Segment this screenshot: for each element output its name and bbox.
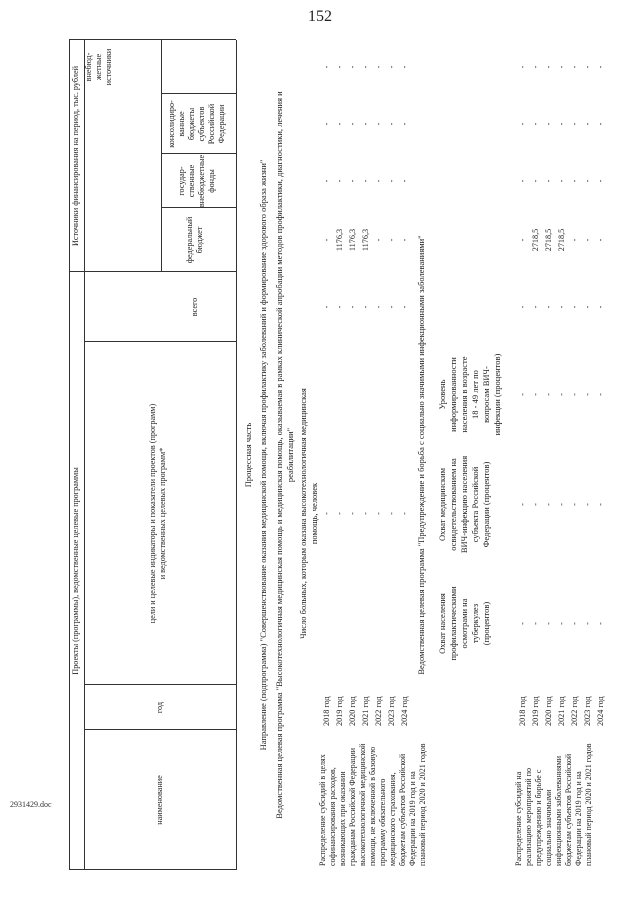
- consolidated-value: -: [387, 122, 396, 126]
- footer-doc-name: 2931429.doc: [10, 800, 52, 809]
- year-cell: 2021 год: [361, 696, 370, 726]
- consolidated-value: -: [531, 122, 540, 126]
- hiv-awareness-value: -: [596, 393, 605, 396]
- hiv-coverage-value: -: [531, 503, 540, 506]
- state-funds-value: -: [544, 179, 553, 183]
- extrabudget-value: -: [570, 65, 579, 69]
- tb-coverage-value: -: [544, 622, 553, 625]
- tb-coverage-value: -: [583, 622, 592, 625]
- state-funds-value: -: [348, 179, 357, 183]
- table-row: [346, 40, 359, 870]
- indicator-value: -: [387, 512, 396, 515]
- table-row: [542, 40, 555, 870]
- table-row: [516, 40, 529, 870]
- hiv-awareness-value: -: [583, 393, 592, 396]
- year-cell: 2019 год: [531, 696, 540, 726]
- hiv-coverage-value: -: [518, 503, 527, 506]
- extrabudget-value: -: [400, 65, 409, 69]
- federal-value: -: [518, 238, 527, 242]
- year-cell: 2019 год: [335, 696, 344, 726]
- total-value: -: [518, 305, 527, 309]
- header-extrabudget: внебюд- жетные источники: [84, 48, 113, 86]
- federal-value: -: [583, 238, 592, 242]
- year-cell: 2021 год: [557, 696, 566, 726]
- state-funds-value: -: [583, 179, 592, 183]
- header-year: год: [155, 701, 164, 714]
- state-funds-value: -: [518, 179, 527, 183]
- table-row: [333, 40, 346, 870]
- year-cell: 2020 год: [348, 696, 357, 726]
- table-row: [529, 40, 542, 870]
- year-cell: 2024 год: [400, 696, 409, 726]
- state-funds-value: -: [361, 179, 370, 183]
- table-row: [320, 40, 333, 870]
- indicator-value: -: [322, 512, 331, 515]
- tb-coverage-value: -: [531, 622, 540, 625]
- group-divider: [69, 271, 236, 272]
- federal-value: 2718,5: [544, 228, 553, 252]
- consolidated-value: -: [570, 122, 579, 126]
- total-value: -: [570, 305, 579, 309]
- state-funds-value: -: [335, 179, 344, 183]
- consolidated-value: -: [583, 122, 592, 126]
- hiv-awareness-value: -: [531, 393, 540, 396]
- consolidated-value: -: [544, 122, 553, 126]
- block2-indicator-hiv: Охват медицинским освидетельствованием на ВИЧ-инфекцию населения субъекта Российской Федерации (процентов): [437, 455, 491, 554]
- tb-coverage-value: -: [570, 622, 579, 625]
- header-federal: федеральный бюджет: [185, 216, 204, 264]
- hiv-coverage-value: -: [570, 503, 579, 506]
- extrabudget-value: -: [596, 65, 605, 69]
- total-value: -: [387, 305, 396, 309]
- state-funds-value: -: [596, 179, 605, 183]
- header-state-funds: государ- ственные внебюджетные фонды: [177, 154, 216, 208]
- extrabudget-value: -: [348, 65, 357, 69]
- header-group-funding: Источники финансирования на период, тыс. рублей: [71, 66, 80, 246]
- consolidated-value: -: [374, 122, 383, 126]
- table-left-border: [69, 869, 236, 870]
- year-cell: 2023 год: [387, 696, 396, 726]
- block2-indicator-awareness: Уровень информированности населения в возрасте 18 - 49 лет по вопросам ВИЧ- инфекции (процентов): [437, 353, 502, 436]
- header-sub-line: [161, 40, 162, 272]
- block1-indicator: Число больных, которым оказана высокотехнологичная медицинская помощь, человек: [298, 388, 319, 639]
- state-funds-value: -: [387, 179, 396, 183]
- state-funds-value: -: [570, 179, 579, 183]
- page-number: 152: [308, 8, 332, 25]
- table-row: [594, 40, 607, 870]
- hiv-coverage-value: -: [544, 503, 553, 506]
- indicator-value: -: [348, 512, 357, 515]
- table-row: [359, 40, 372, 870]
- total-value: -: [544, 305, 553, 309]
- extrabudget-value: -: [518, 65, 527, 69]
- total-value: -: [557, 305, 566, 309]
- state-funds-value: -: [531, 179, 540, 183]
- section-title: Процессная часть: [243, 422, 253, 488]
- indicator-value: -: [361, 512, 370, 515]
- header-total: всего: [190, 297, 199, 317]
- hiv-awareness-value: -: [544, 393, 553, 396]
- tb-coverage-value: -: [557, 622, 566, 625]
- consolidated-value: -: [322, 122, 331, 126]
- consolidated-value: -: [361, 122, 370, 126]
- extrabudget-value: -: [531, 65, 540, 69]
- federal-value: -: [570, 238, 579, 242]
- block1-name: Распределение субсидий в целях софинансирования расходов, возникающих при оказании гражданам Российской Федерации высокотехнологичной медицинской помощи, не включенной в базовую программу обязательного медицинского страхования, бюджетам субъектов Российской Федерации на 2019 год и на плановый период 2020 и 2021 годов: [318, 743, 427, 866]
- tb-coverage-value: -: [518, 622, 527, 625]
- hiv-coverage-value: -: [583, 503, 592, 506]
- header-name: наименование: [155, 775, 164, 825]
- table-row: [581, 40, 594, 870]
- header-bottom-border: [236, 40, 237, 870]
- header-group-line: [84, 40, 85, 870]
- total-value: -: [400, 305, 409, 309]
- federal-value: -: [387, 238, 396, 242]
- header-goals: цели и целевые индикаторы и показатели проектов (программ) и ведомственных целевых программ*: [148, 403, 167, 624]
- total-value: -: [596, 305, 605, 309]
- tb-coverage-value: -: [596, 622, 605, 625]
- extrabudget-value: -: [544, 65, 553, 69]
- year-cell: 2018 год: [322, 696, 331, 726]
- total-value: -: [531, 305, 540, 309]
- year-cell: 2022 год: [570, 696, 579, 726]
- header-consolidated: консолидиро- ванные бюджеты субъектов Российской Федерации: [167, 100, 226, 148]
- federal-value: -: [596, 238, 605, 242]
- state-funds-value: -: [557, 179, 566, 183]
- year-cell: 2023 год: [583, 696, 592, 726]
- hiv-awareness-value: -: [557, 393, 566, 396]
- federal-value: 2718,5: [557, 228, 566, 252]
- year-cell: 2024 год: [596, 696, 605, 726]
- total-value: -: [374, 305, 383, 309]
- total-value: -: [583, 305, 592, 309]
- hiv-coverage-value: -: [596, 503, 605, 506]
- consolidated-value: -: [518, 122, 527, 126]
- state-funds-value: -: [374, 179, 383, 183]
- federal-value: -: [374, 238, 383, 242]
- direction-title: Направление (подпрограмма) "Совершенствование оказания медицинской помощи, включая профилактику заболеваний и формирование здорового образа жизни": [258, 159, 268, 751]
- year-cell: 2022 год: [374, 696, 383, 726]
- table-top-border: [69, 40, 70, 870]
- federal-value: 2718,5: [531, 228, 540, 252]
- consolidated-value: -: [335, 122, 344, 126]
- consolidated-value: -: [348, 122, 357, 126]
- block2-indicator-tb: Охват населения профилактическими осмотрами на туберкулез (процентов): [437, 586, 491, 661]
- table-row: [385, 40, 398, 870]
- block2-name: Распределение субсидий на реализацию мероприятий по предупреждению и борьбе с социально значимыми инфекционными заболеваниями бюджетам субъектов Российской Федерации на 2019 год и на плановый период 2020 и 2021 годов: [514, 743, 593, 866]
- extrabudget-value: -: [387, 65, 396, 69]
- program-title-2: Ведомственная целевая программа "Предупреждение и борьба с социально значимыми инфекционными заболеваниями": [416, 235, 426, 675]
- consolidated-value: -: [557, 122, 566, 126]
- extrabudget-value: -: [361, 65, 370, 69]
- state-funds-value: -: [400, 179, 409, 183]
- total-value: -: [335, 305, 344, 309]
- consolidated-value: -: [400, 122, 409, 126]
- federal-value: -: [322, 238, 331, 242]
- table-row: [398, 40, 411, 870]
- table-row: [372, 40, 385, 870]
- year-cell: 2018 год: [518, 696, 527, 726]
- indicator-value: -: [374, 512, 383, 515]
- extrabudget-value: -: [374, 65, 383, 69]
- rotated-table: [40, 40, 630, 870]
- federal-value: 1176,3: [361, 228, 370, 252]
- federal-value: -: [400, 238, 409, 242]
- hiv-awareness-value: -: [570, 393, 579, 396]
- hiv-awareness-value: -: [518, 393, 527, 396]
- extrabudget-value: -: [583, 65, 592, 69]
- year-cell: 2020 год: [544, 696, 553, 726]
- total-value: -: [322, 305, 331, 309]
- hiv-coverage-value: -: [557, 503, 566, 506]
- consolidated-value: -: [596, 122, 605, 126]
- table-row: [555, 40, 568, 870]
- extrabudget-value: -: [322, 65, 331, 69]
- program-title-1: Ведомственная целевая программа "Высокотехнологичная медицинская помощь и медицинская помощь, оказываемая в рамках клинической апробации методов профилактики, диагностики, лечения и реабилитации": [274, 91, 295, 819]
- indicator-value: -: [400, 512, 409, 515]
- federal-value: 1176,3: [335, 228, 344, 252]
- header-group-programs: Проекты (программы), ведомственные целевые программы: [71, 467, 80, 675]
- extrabudget-value: -: [335, 65, 344, 69]
- total-value: -: [361, 305, 370, 309]
- federal-value: 1176,3: [348, 228, 357, 252]
- indicator-value: -: [335, 512, 344, 515]
- extrabudget-value: -: [557, 65, 566, 69]
- total-value: -: [348, 305, 357, 309]
- state-funds-value: -: [322, 179, 331, 183]
- table-row: [568, 40, 581, 870]
